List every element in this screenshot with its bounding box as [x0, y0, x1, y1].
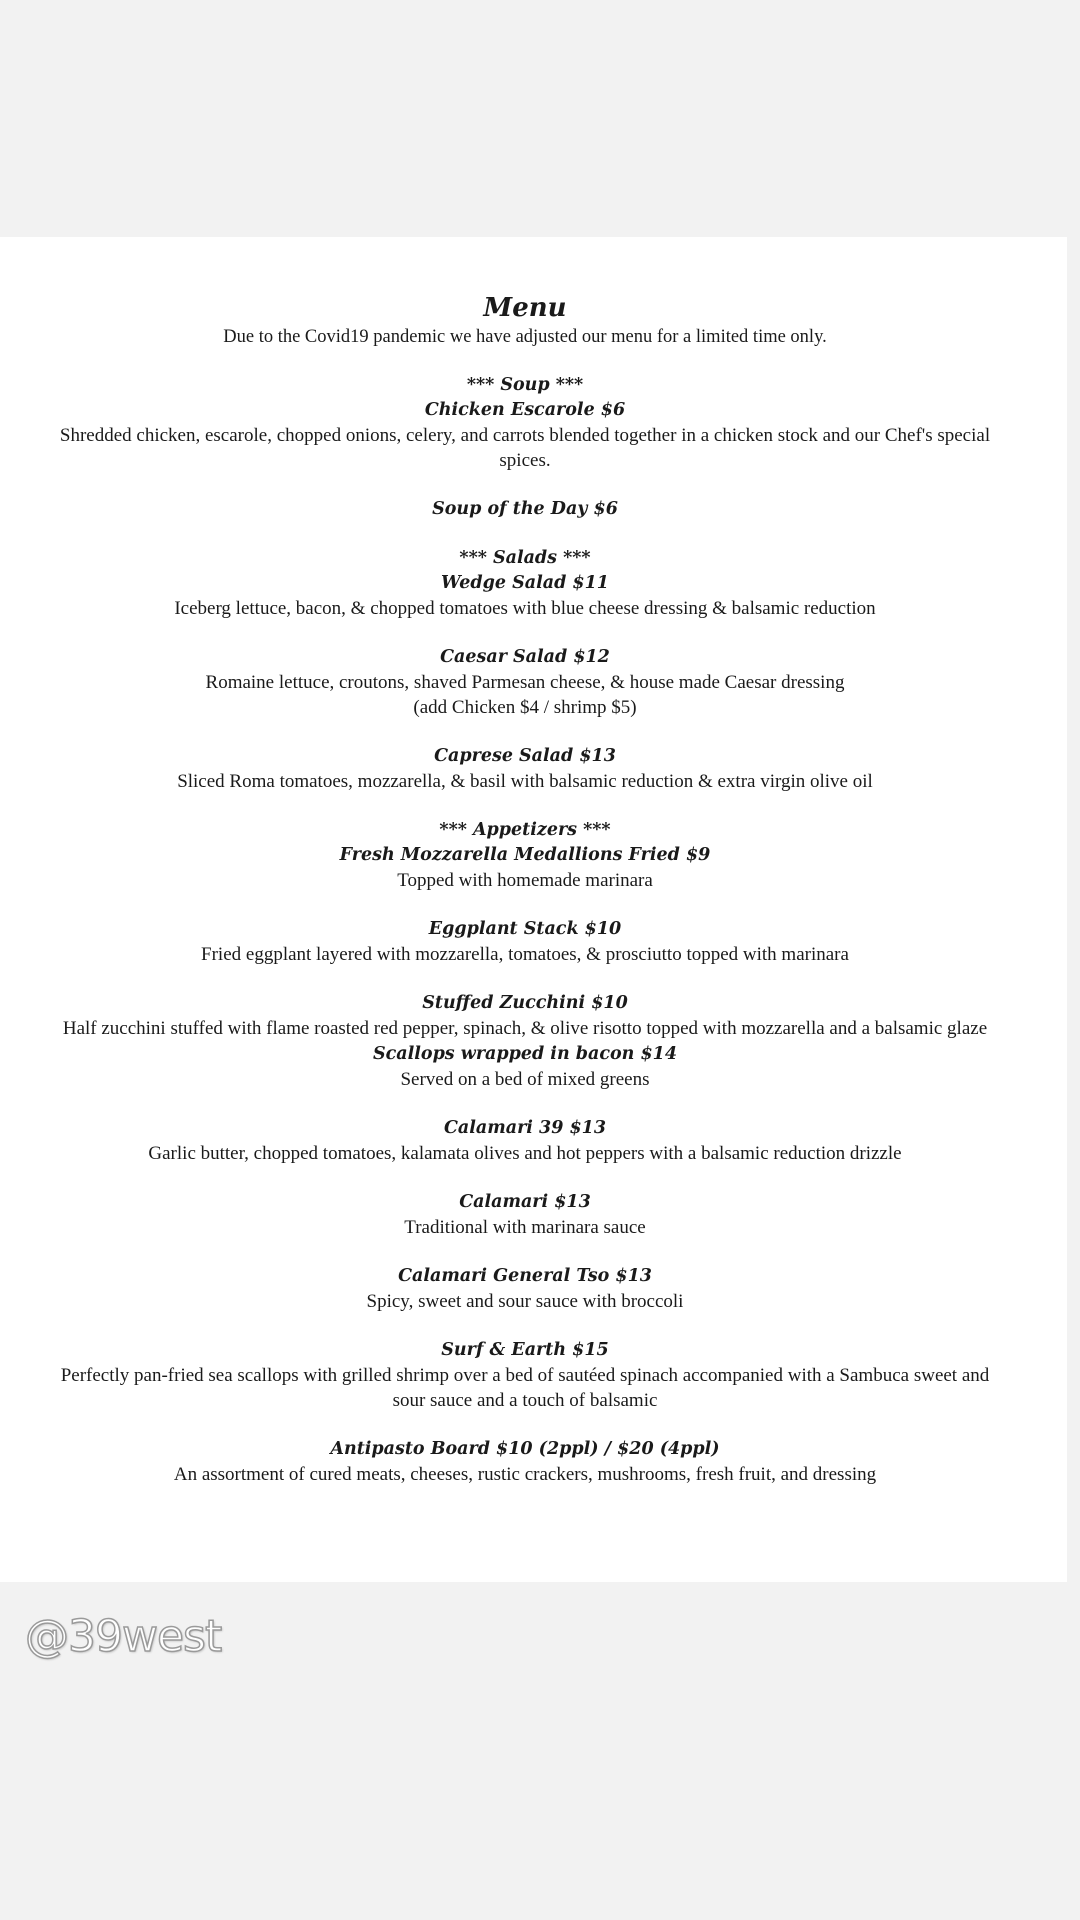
item-name: Soup of the Day $6 [432, 499, 618, 519]
menu-item-antipasto-board [0, 1437, 1050, 1487]
section-heading: *** Appetizers *** [439, 820, 611, 840]
menu-page [0, 237, 1067, 1582]
item-description: Sliced Roma tomatoes, mozzarella, & basil with balsamic reduction & extra virgin olive oil [177, 771, 873, 792]
item-description: An assortment of cured meats, cheeses, rustic crackers, mushrooms, fresh fruit, and dressing [173, 1464, 877, 1485]
menu-item-calamari-39 [0, 1116, 1050, 1166]
item-name: Antipasto Board $10 (2ppl) / $20 (4ppl) [330, 1439, 720, 1459]
item-description: Traditional with marinara sauce [404, 1217, 646, 1238]
item-description: Iceberg lettuce, bacon, & chopped tomatoes with blue cheese dressing & balsamic reduction [174, 598, 876, 619]
menu-item-caesar-salad [0, 645, 1050, 720]
watermark-handle: @39west [25, 1611, 222, 1662]
item-name: Fresh Mozzarella Medallions Fried $9 [339, 845, 711, 865]
item-name: Chicken Escarole $6 [424, 400, 626, 420]
item-description: Fried eggplant layered with mozzarella, tomatoes, & prosciutto topped with marinara [201, 944, 849, 965]
item-description: Served on a bed of mixed greens [400, 1069, 650, 1090]
menu-item-scallops-bacon [0, 1042, 1050, 1092]
menu-item-caprese-salad [0, 744, 1050, 794]
item-name: Calamari 39 $13 [443, 1118, 607, 1138]
menu-item-stuffed-zucchini [0, 991, 1050, 1041]
menu-item-surf-and-earth [0, 1338, 1050, 1413]
section-heading: *** Soup *** [466, 375, 584, 395]
item-description: Shredded chicken, escarole, chopped onions, celery, and carrots blended together in a chicken stock and our Chef's special spices. [59, 425, 991, 471]
item-name: Eggplant Stack $10 [428, 919, 622, 939]
menu-intro: Due to the Covid19 pandemic we have adjusted our menu for a limited time only. [223, 327, 827, 347]
item-description: Garlic butter, chopped tomatoes, kalamata olives and hot peppers with a balsamic reduction drizzle [148, 1143, 902, 1164]
item-name: Calamari $13 [459, 1192, 591, 1212]
menu-content [0, 293, 1050, 1511]
item-description: Half zucchini stuffed with flame roasted red pepper, spinach, & olive risotto topped with mozzarella and a balsamic glaze [62, 1018, 988, 1039]
item-name: Wedge Salad $11 [441, 573, 609, 593]
menu-item-calamari-general-tso [0, 1264, 1050, 1314]
item-name: Scallops wrapped in bacon $14 [372, 1044, 678, 1064]
menu-title: Menu [483, 293, 567, 323]
item-note: (add Chicken $4 / shrimp $5) [413, 697, 637, 718]
item-description: Perfectly pan-fried sea scallops with grilled shrimp over a bed of sautéed spinach accompanied with a Sambuca sweet and sour sauce and a touch of balsamic [60, 1365, 990, 1411]
section-soup [0, 373, 1050, 522]
menu-item-wedge-salad [0, 571, 1050, 621]
item-name: Caprese Salad $13 [434, 746, 616, 766]
item-name: Stuffed Zucchini $10 [422, 993, 628, 1013]
item-description: Topped with homemade marinara [397, 870, 653, 891]
item-name: Caesar Salad $12 [440, 647, 610, 667]
section-heading: *** Salads *** [459, 548, 591, 568]
item-description: Romaine lettuce, croutons, shaved Parmesan cheese, & house made Caesar dressing [205, 672, 845, 693]
section-salads [0, 546, 1050, 794]
menu-item-soup-of-the-day [0, 497, 1050, 522]
item-name: Calamari General Tso $13 [398, 1266, 652, 1286]
item-name: Surf & Earth $15 [441, 1340, 609, 1360]
item-description: Spicy, sweet and sour sauce with broccoli [366, 1291, 684, 1312]
menu-item-calamari [0, 1190, 1050, 1240]
menu-item-mozzarella-medallions [0, 843, 1050, 893]
menu-item-eggplant-stack [0, 917, 1050, 967]
section-appetizers [0, 818, 1050, 1487]
menu-item-chicken-escarole [0, 398, 1050, 473]
